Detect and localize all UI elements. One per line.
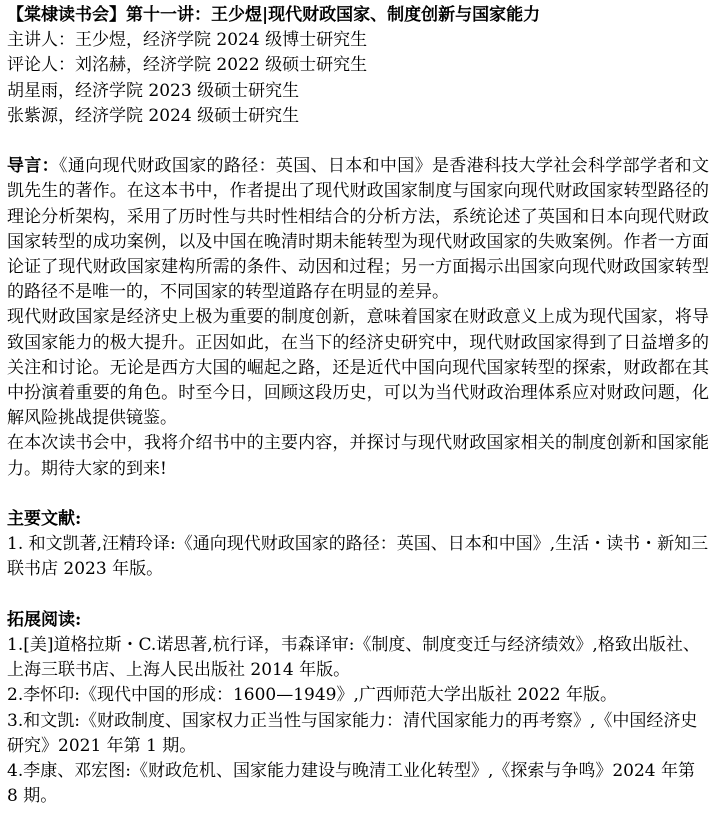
extended-reading-item: 3.和文凯:《财政制度、国家权力正当性与国家能力：清代国家能力的再考察》,《中国经济史研究》2021 年第 1 期。	[7, 710, 698, 756]
commentator-line: 张紫源，经济学院 2024 级硕士研究生	[7, 105, 300, 126]
blank-line	[7, 129, 709, 154]
extended-reading-item: 1.[美]道格拉斯・C.诺思著,杭行译，韦森译审:《制度、制度变迁与经济绩效》,格致出版社、上海三联书店、上海人民出版社 2014 年版。	[7, 634, 700, 681]
main-literature-item: 1. 和文凯著,汪精玲译:《通向现代财政国家的路径：英国、日本和中国》,生活・读书・新知三联书店 2023 年版。	[7, 534, 709, 580]
blank-line	[7, 583, 709, 608]
intro-paragraph-2: 现代财政国家是经济史上极为重要的制度创新，意味着国家在财政意义上成为现代国家，将导致国家能力的极大提升。正因如此，在当下的经济史研究中，现代财政国家得到了日益增多的关注和讨论。无论是西方大国的崛起之路，还是近代中国向现代国家转型的探索，财政都在其中扮演着重要的角色。时至今日，回顾这段历史，可以为当代财政治理体系应对财政问题，化解风险挑战提供镜鉴。	[7, 307, 709, 429]
commentator-line: 胡星雨，经济学院 2023 级硕士研究生	[7, 80, 300, 101]
extended-reading-heading: 拓展阅读:	[7, 609, 82, 630]
document	[7, 3, 709, 809]
extended-reading-item: 2.李怀印:《现代中国的形成：1600—1949》,广西师范大学出版社 2022 年版。	[7, 685, 617, 706]
main-literature-heading: 主要文献:	[7, 508, 82, 529]
extended-reading-item: 4.李康、邓宏图:《财政危机、国家能力建设与晚清工业化转型》,《探索与争鸣》2024 年第 8 期。	[7, 760, 696, 807]
intro-text: 《通向现代财政国家的路径：英国、日本和中国》是香港科技大学社会科学部学者和文凯先生的著作。在这本书中，作者提出了现代财政国家制度与国家向现代财政国家转型路径的理论分析架构，采用了历时性与共时性相结合的分析方法，系统论述了英国和日本向现代财政国家转型的成功案例，以及中国在晚清时期未能转型为现代财政国家的失败案例。作者一方面论证了现代财政国家建构所需的条件、动因和过程；另一方面揭示出国家向现代财政国家转型的路径不是唯一的，不同国家的转型道路存在明显的差异。	[7, 156, 710, 303]
commentator-line: 评论人：刘洺赫，经济学院 2022 级硕士研究生	[7, 55, 368, 76]
blank-line	[7, 482, 709, 507]
speaker-line: 主讲人：王少煜，经济学院 2024 级博士研究生	[7, 30, 368, 51]
document-title: 【棠棣读书会】第十一讲：王少煜|现代财政国家、制度创新与国家能力	[7, 5, 541, 25]
intro-paragraph-3: 在本次读书会中，我将介绍书中的主要内容，并探讨与现代财政国家相关的制度创新和国家能力。期待大家的到来!	[7, 433, 709, 479]
intro-label: 导言：	[7, 156, 60, 177]
intro-paragraph-1	[7, 154, 709, 305]
